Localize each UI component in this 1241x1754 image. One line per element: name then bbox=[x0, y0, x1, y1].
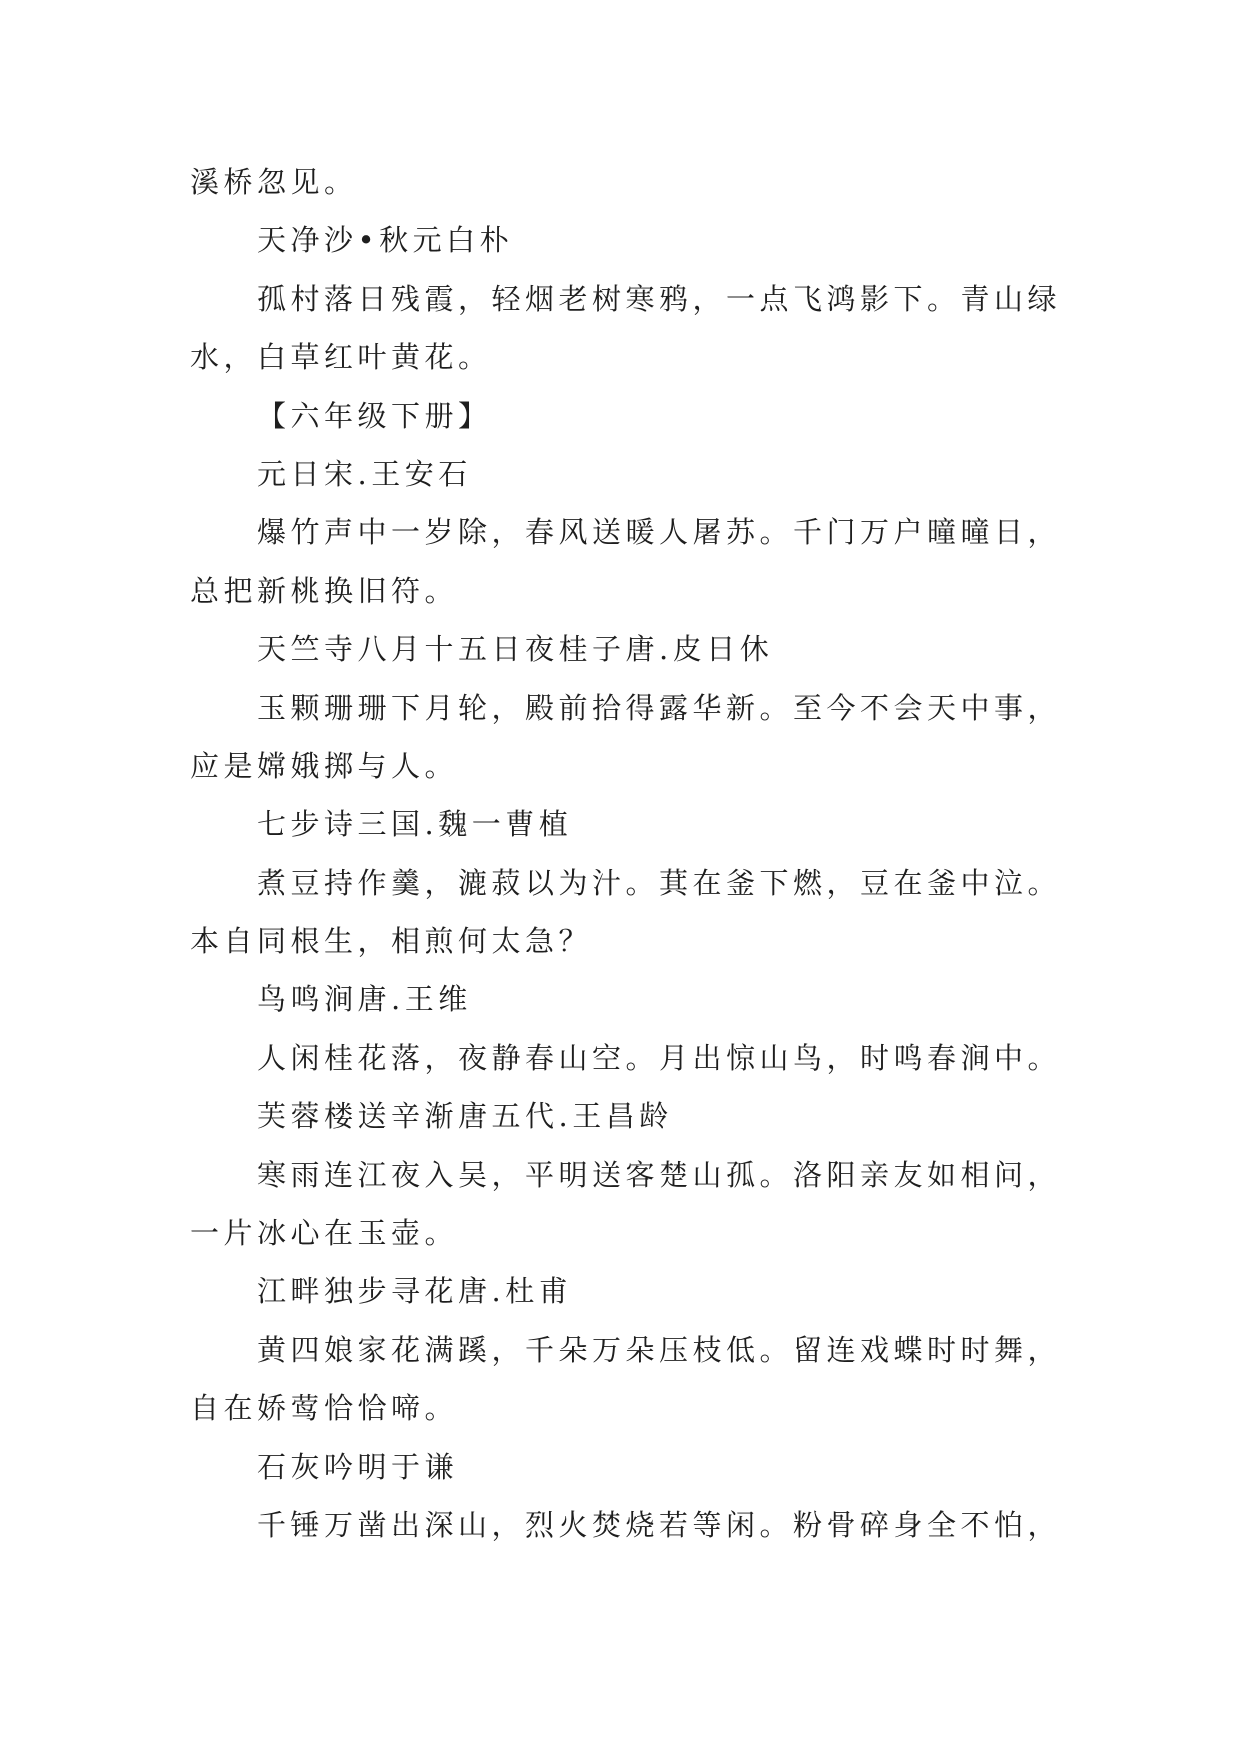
poem-line: 自在娇莺恰恰啼。 bbox=[190, 1391, 459, 1426]
poem-title bbox=[190, 445, 1150, 503]
poem-title bbox=[190, 1087, 1150, 1145]
poem-title-line: 天竺寺八月十五日夜桂子唐.皮日休 bbox=[257, 632, 774, 667]
poem-title-line: 元日宋.王安石 bbox=[257, 456, 472, 491]
section-heading-line: 【六年级下册】 bbox=[257, 398, 492, 433]
poem-line: 爆竹声中一岁除，春风送暖人屠苏。千门万户曈曈日， bbox=[257, 515, 1062, 550]
poem-line: 玉颗珊珊下月轮，殿前拾得露华新。至今不会天中事， bbox=[257, 690, 1062, 725]
poem-body bbox=[190, 270, 1150, 387]
section-heading bbox=[190, 387, 1150, 445]
poem-title bbox=[190, 211, 1150, 269]
poem-body bbox=[190, 1496, 1150, 1554]
poem-title-line: 天净沙•秋元白朴 bbox=[257, 223, 514, 258]
poem-line: 水，白草红叶黄花。 bbox=[190, 340, 492, 375]
poem-line: 煮豆持作羹，漉菽以为汁。萁在釜下燃，豆在釜中泣。 bbox=[257, 865, 1062, 900]
poem-body bbox=[190, 503, 1150, 620]
poem-body bbox=[190, 679, 1150, 796]
poem-title bbox=[190, 1438, 1150, 1496]
poem-title-line: 鸟鸣涧唐.王维 bbox=[257, 982, 472, 1017]
poem-line: 寒雨连江夜入吴，平明送客楚山孤。洛阳亲友如相问， bbox=[257, 1157, 1062, 1192]
poem-body bbox=[190, 1321, 1150, 1438]
poem-title bbox=[190, 1262, 1150, 1320]
poem-line: 一片冰心在玉壶。 bbox=[190, 1216, 459, 1251]
poem-body bbox=[190, 1029, 1150, 1087]
document-page bbox=[190, 153, 1150, 1554]
poem-body bbox=[190, 1146, 1150, 1263]
poem-title-line: 芙蓉楼送辛渐唐五代.王昌龄 bbox=[257, 1099, 673, 1134]
poem-title-line: 石灰吟明于谦 bbox=[257, 1449, 459, 1484]
poem-title bbox=[190, 970, 1150, 1028]
poem-line: 总把新桃换旧符。 bbox=[190, 573, 459, 608]
poem-line: 应是嫦娥掷与人。 bbox=[190, 748, 459, 783]
poem-body bbox=[190, 854, 1150, 971]
poem-line: 本自同根生，相煎何太急？ bbox=[190, 924, 593, 959]
poem-line: 人闲桂花落，夜静春山空。月出惊山鸟，时鸣春涧中。 bbox=[257, 1040, 1062, 1075]
poem-line: 千锤万凿出深山，烈火焚烧若等闲。粉骨碎身全不怕， bbox=[257, 1507, 1062, 1542]
poem-title-line: 江畔独步寻花唐.杜甫 bbox=[257, 1274, 573, 1309]
poem-line: 孤村落日残霞，轻烟老树寒鸦，一点飞鸿影下。青山绿 bbox=[257, 281, 1062, 316]
poem-title bbox=[190, 620, 1150, 678]
continued-line: 溪桥忽见。 bbox=[190, 165, 358, 199]
poem-title bbox=[190, 795, 1150, 853]
poem-title-line: 七步诗三国.魏一曹植 bbox=[257, 807, 573, 842]
poem-line: 黄四娘家花满蹊，千朵万朵压枝低。留连戏蝶时时舞， bbox=[257, 1332, 1062, 1367]
